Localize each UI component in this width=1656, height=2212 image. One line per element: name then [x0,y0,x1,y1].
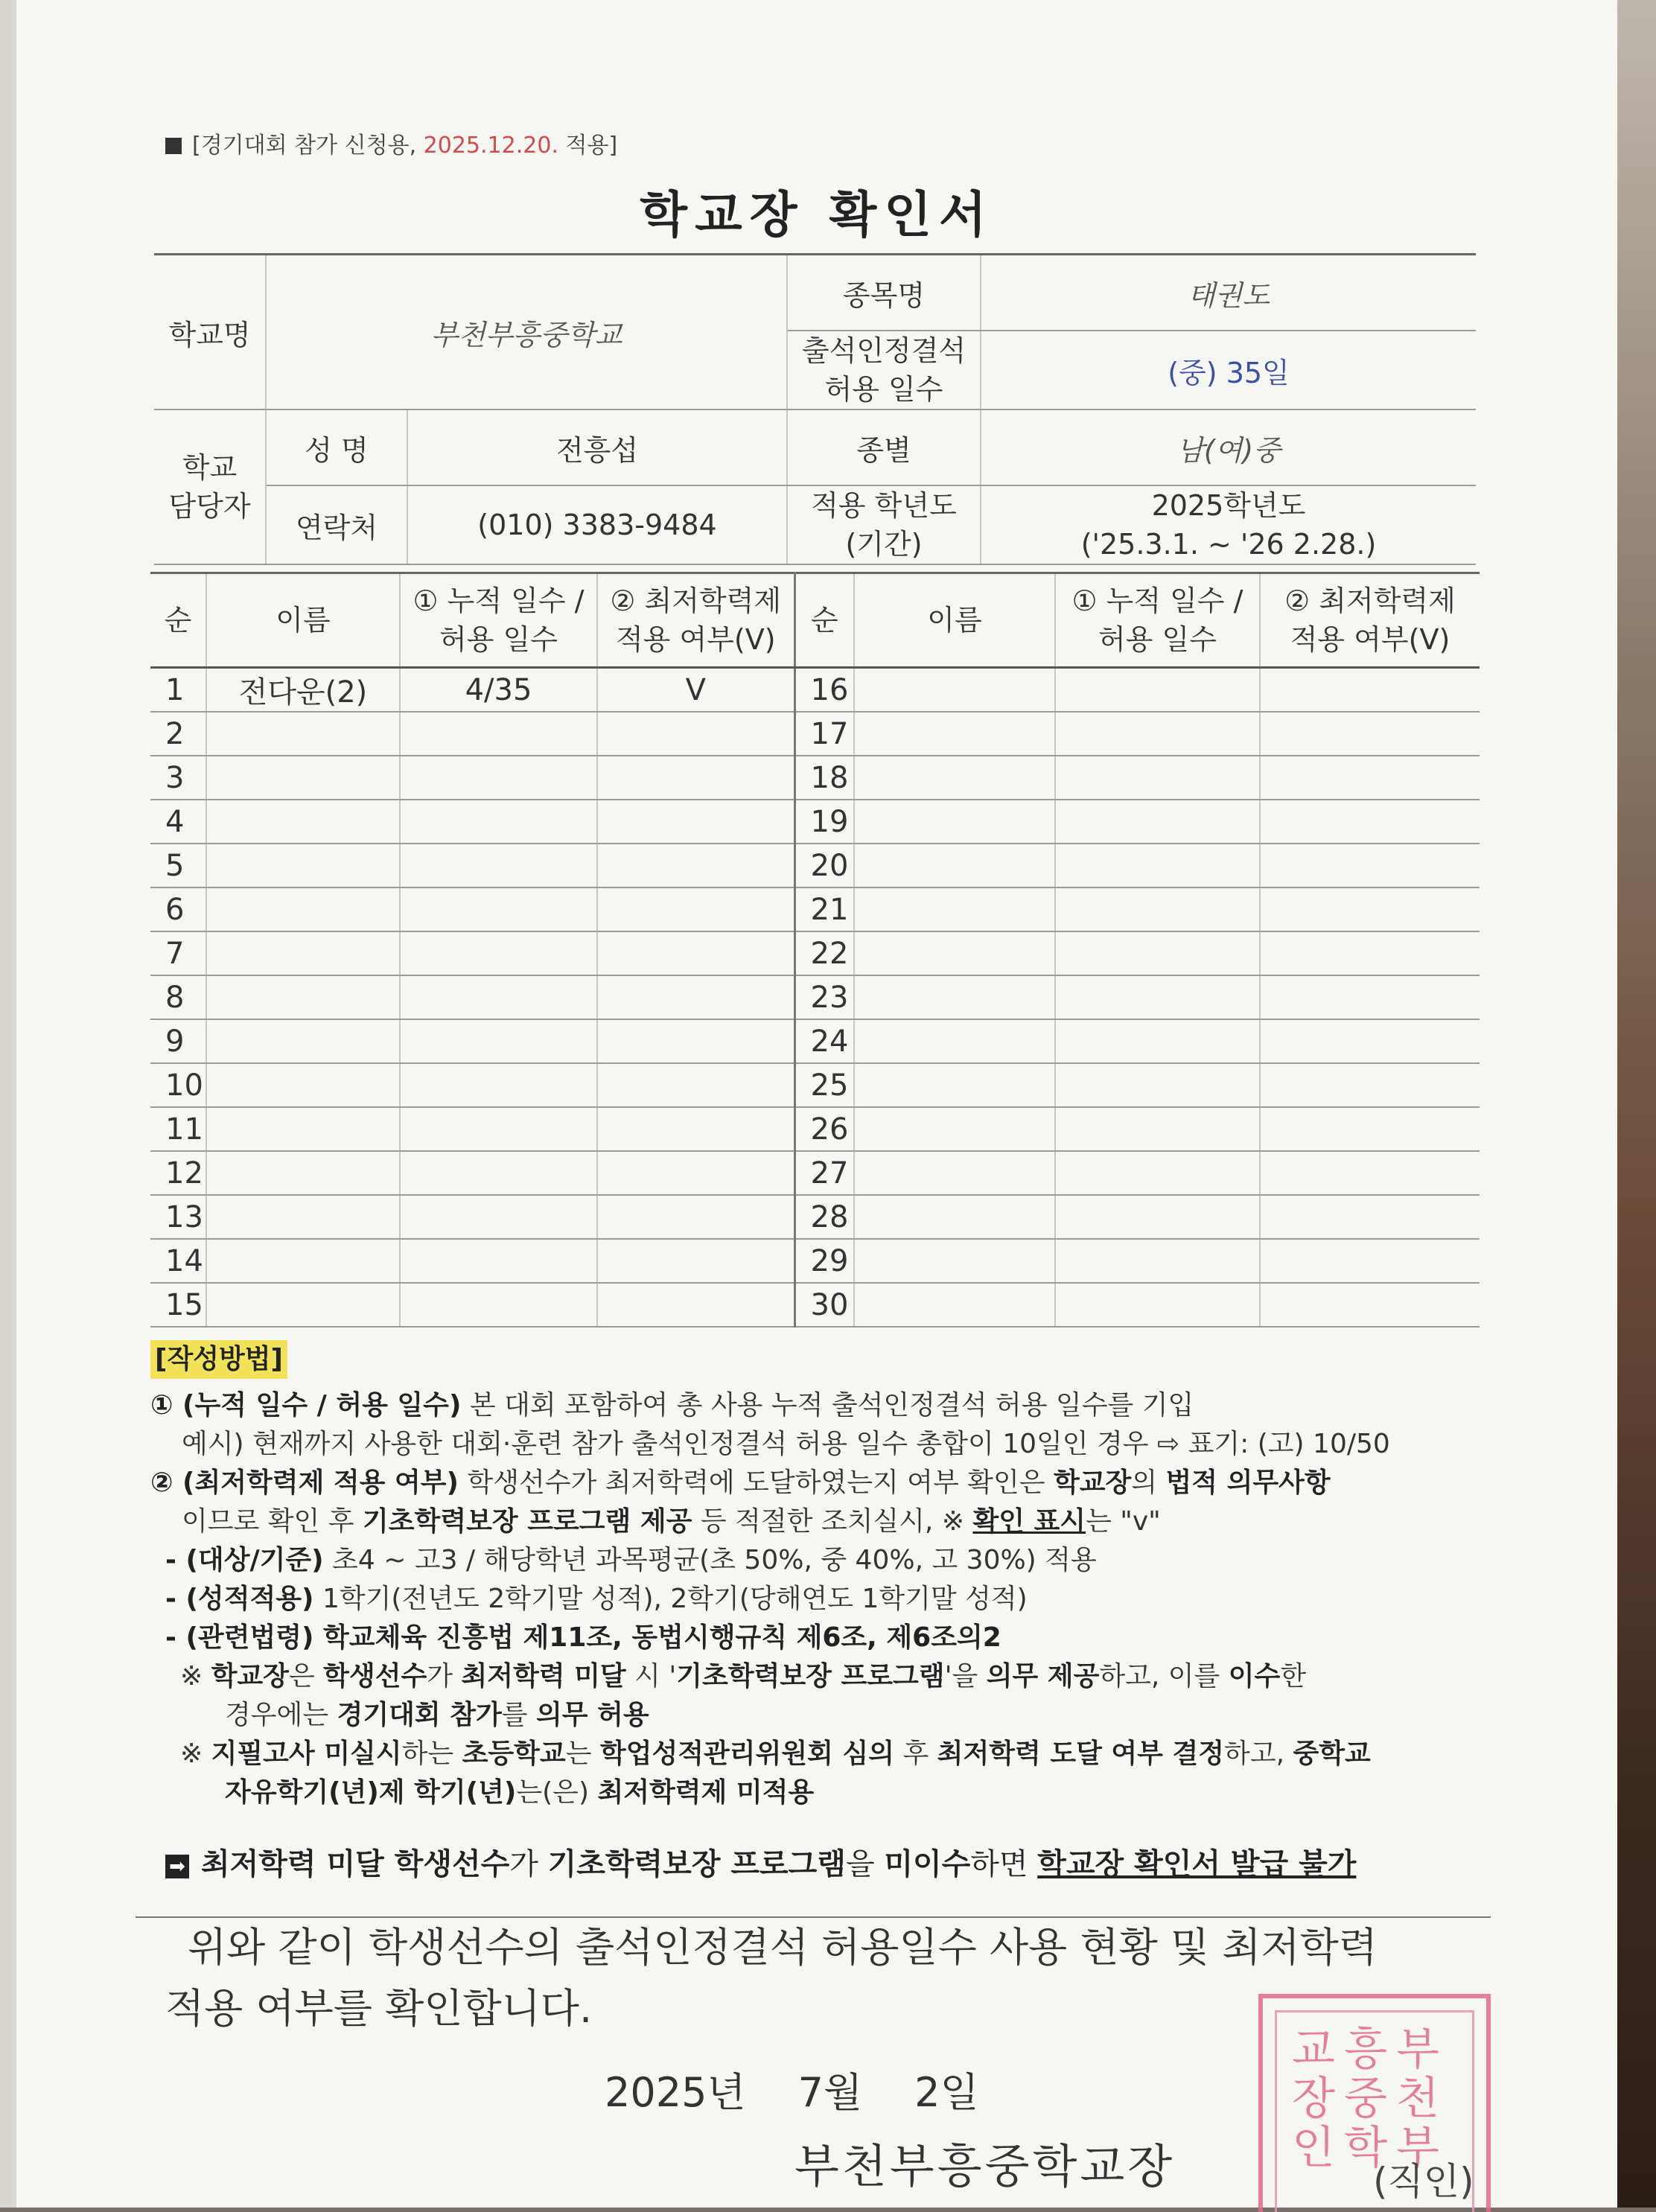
row-name [206,887,400,931]
table-row [150,1107,1480,1151]
row-days [400,800,597,844]
row-name-right [854,1195,1055,1239]
row-seq-right: 29 [794,1239,854,1283]
school-value: 부천부흥중학교 [266,255,787,410]
row-seq-right: 30 [794,1283,854,1327]
instruction-target-text: 초4 ~ 고3 / 해당학년 과목평균(초 50%, 중 40%, 고 30%) 적용 [323,1545,1097,1575]
sport-label: 종목명 [787,255,981,331]
gender-value: 남(여)중 [981,409,1476,485]
header-seq-left: 순 [150,573,206,668]
header-days-left [400,573,597,668]
absence-label [787,331,981,409]
row-seq: 15 [150,1283,206,1327]
instruction-2-cont [150,1502,1491,1541]
row-check [597,1063,794,1107]
instruction-grades-bold: - (성적적용) [165,1584,314,1614]
row-name-right [854,668,1055,713]
name-label: 성 명 [266,409,407,485]
row-seq: 14 [150,1239,206,1283]
year-value-1: 2025학년도 [1151,489,1306,522]
contact-value: (010) 3383-9484 [407,485,787,564]
row-seq-right: 18 [794,756,854,800]
instruction-1 [150,1386,1491,1425]
note1-g: 시 ' [625,1661,677,1692]
row-check [597,975,794,1019]
row-check [597,756,794,800]
row-seq: 4 [150,800,206,844]
notice-b: 가 [509,1847,548,1881]
school-label: 학교명 [154,255,266,410]
document-paper [16,0,1617,2208]
instruction-2-cont-d: 확인 표시 [972,1506,1086,1537]
row-check-right [1260,756,1480,800]
row-days [400,1151,597,1195]
row-check [597,931,794,975]
row-days [400,756,597,800]
row-name-right [854,844,1055,887]
row-seq: 8 [150,975,206,1019]
arrow-box-icon: ➡ [165,1855,189,1878]
absence-label-1: 출석인정결석 [801,334,966,367]
row-seq-right: 27 [794,1151,854,1195]
row-days-right [1055,931,1260,975]
row-name-right [854,1063,1055,1107]
row-seq-right: 25 [794,1063,854,1107]
note1-l: 이수 [1228,1661,1281,1692]
seal-glyph: 부천부흥중학교장인 [1284,2025,1440,2173]
row-check-right [1260,1063,1480,1107]
note1-m: 한 [1280,1661,1307,1692]
table-row [150,887,1480,931]
background-right [1611,0,1656,2208]
row-days [400,1019,597,1063]
row-check [597,712,794,756]
note1-j: 의무 제공 [986,1661,1100,1692]
instruction-target-bold: - (대상/기준) [165,1545,324,1575]
instruction-note-2-cont [150,1773,1491,1812]
notice-d: 을 [845,1847,885,1881]
instruction-2-b3: 법적 의무사항 [1165,1467,1331,1498]
note1-k: 하고, 이를 [1099,1661,1229,1692]
instruction-2 [150,1464,1491,1502]
instruction-1-text: 본 대회 포함하여 총 사용 누적 출석인정결석 허용 일수를 기입 [461,1390,1194,1421]
row-days-right [1055,668,1260,713]
notice-g: 학교장 확인서 발급 불가 [1037,1847,1357,1881]
row-name [206,800,400,844]
note1c-c: 를 [501,1700,536,1730]
manager-label-1: 학교 [182,451,238,484]
row-name-right [854,1151,1055,1195]
instruction-1-bold: ① (누적 일수 / 허용 일수) [150,1390,462,1421]
row-seq-right: 22 [794,931,854,975]
row-seq-right: 17 [794,712,854,756]
page-title: 학교장 확인서 [640,186,994,243]
header-check-right-1: ② 최저학력제 [1284,584,1456,617]
row-check-right [1260,1151,1480,1195]
date-month: 7월 [797,2069,863,2116]
row-seq: 11 [150,1107,206,1151]
note2-b: 지필고사 미실시 [211,1738,402,1769]
note2c-a: 자유학기(년)제 학기(년) [225,1777,517,1808]
absence-value: (중) 35일 [981,331,1476,409]
row-days [400,1283,597,1327]
table-row [150,931,1480,975]
issuance-notice [165,1840,1356,1883]
notice-f: 하면 [970,1847,1038,1881]
row-check [597,844,794,887]
row-seq-right: 26 [794,1107,854,1151]
row-check-right [1260,800,1480,844]
header-days-right-2: 허용 일수 [1098,623,1217,656]
table-row [150,1283,1480,1327]
row-days [400,1239,597,1283]
row-days [400,1195,597,1239]
row-days-right [1055,975,1260,1019]
row-name-right [854,975,1055,1019]
issue-date [605,2061,1031,2118]
note1-i: '을 [944,1661,987,1692]
absence-label-2: 허용 일수 [824,373,943,406]
note2-e: 는 [565,1738,600,1769]
row-name [206,1063,400,1107]
row-days [400,931,597,975]
instruction-2-text: 학생선수가 최저학력에 도달하였는지 여부 확인은 [458,1467,1054,1498]
header-days-left-2: 허용 일수 [439,623,558,656]
note1-f: 최저학력 미달 [461,1661,626,1692]
row-check [597,1107,794,1151]
row-seq-right: 16 [794,668,854,713]
row-name [206,844,400,887]
row-days [400,887,597,931]
row-check [597,1151,794,1195]
gender-label: 종별 [787,409,981,485]
year-label [787,485,981,564]
instruction-note-2 [150,1735,1491,1773]
row-seq: 13 [150,1195,206,1239]
table-row [150,1151,1480,1195]
name-value: 전흥섭 [407,409,787,485]
row-days-right [1055,1239,1260,1283]
row-name [206,1283,400,1327]
table-row [150,668,1480,713]
note2-f: 학업성적관리위원회 심의 [599,1738,894,1769]
instruction-law-text: 학교체육 진흥법 제11조, 동법시행규칙 제6조, 제6조의2 [313,1622,1001,1653]
table-row [150,756,1480,800]
row-days [400,844,597,887]
year-value [981,485,1476,564]
header-name-left: 이름 [206,573,400,668]
row-check-right [1260,1019,1480,1063]
header-days-right [1055,573,1260,668]
table-row [150,1195,1480,1239]
row-seq-right: 21 [794,887,854,931]
year-label-1: 적용 학년도 [811,489,957,522]
year-value-2: ('25.3.1. ~ '26 2.28.) [1080,528,1377,561]
row-days-right [1055,887,1260,931]
row-days [400,1063,597,1107]
row-name [206,712,400,756]
table-row [150,1063,1480,1107]
square-bullet-icon [165,138,182,154]
header-check-left-1: ② 최저학력제 [610,584,782,617]
row-check [597,1239,794,1283]
note1-e: 가 [427,1661,462,1692]
row-seq: 6 [150,887,206,931]
row-seq: 2 [150,712,206,756]
row-seq-right: 20 [794,844,854,887]
row-check-right [1260,887,1480,931]
note1c-d: 의무 허용 [536,1700,649,1730]
table-row [150,975,1480,1019]
seal-note: (직인) [1373,2160,1474,2203]
note1-h: 기초학력보장 프로그램 [676,1661,945,1692]
row-check-right [1260,668,1480,713]
instruction-2-cont-e: 는 "v" [1086,1506,1161,1537]
table-row [150,712,1480,756]
form-usage-note [165,127,617,159]
row-name [206,975,400,1019]
instruction-2-cont-a: 이므로 확인 후 [182,1506,363,1537]
row-name [206,931,400,975]
row-days-right [1055,1195,1260,1239]
row-seq-right: 24 [794,1019,854,1063]
note2c-b: 는(은) [516,1777,598,1808]
row-name-right [854,887,1055,931]
manager-label-2: 담당자 [168,490,251,523]
row-seq: 1 [150,668,206,713]
row-check-right [1260,931,1480,975]
instruction-law [150,1619,1491,1657]
note2-i: 하고, [1224,1738,1293,1769]
row-seq: 3 [150,756,206,800]
header-check-right [1260,573,1480,668]
row-seq-right: 28 [794,1195,854,1239]
row-check [597,1195,794,1239]
instruction-2-cont-b: 기초학력보장 프로그램 제공 [363,1506,692,1537]
note2-j: 중학교 [1293,1738,1371,1769]
row-name: 전다운(2) [206,668,400,713]
row-check [597,1283,794,1327]
date-year: 2025년 [605,2069,746,2116]
student-list-table [150,572,1480,1327]
row-check-right [1260,844,1480,887]
row-days-right [1055,1283,1260,1327]
date-day: 2일 [914,2069,979,2116]
instruction-law-bold: - (관련법령) [165,1622,314,1653]
header-name-right: 이름 [854,573,1055,668]
instruction-2-bold: ② (최저학력제 적용 여부) [150,1467,459,1498]
table-row [150,844,1480,887]
table-row [150,1019,1480,1063]
row-days [400,1107,597,1151]
instructions [150,1340,1491,1812]
note1-d: 학생선수 [323,1661,427,1692]
instruction-note-1 [150,1657,1491,1696]
note1-a: ※ [180,1661,211,1692]
row-seq: 10 [150,1063,206,1107]
table-row [150,800,1480,844]
row-name [206,1239,400,1283]
notice-e: 미이수 [884,1847,971,1881]
note2-h: 최저학력 도달 여부 결정 [937,1738,1225,1769]
row-check-right [1260,712,1480,756]
note1c-b: 경기대회 참가 [337,1700,502,1730]
contact-label: 연락처 [266,485,407,564]
row-check: V [597,668,794,713]
row-check-right [1260,1107,1480,1151]
row-name-right [854,800,1055,844]
header-check-right-2: 적용 여부(V) [1290,623,1450,656]
row-name-right [854,1283,1055,1327]
row-name-right [854,931,1055,975]
row-days-right [1055,1107,1260,1151]
confirmation-line-2: 적용 여부를 확인합니다. [165,1985,593,2032]
note2-g: 후 [894,1738,937,1769]
row-check [597,800,794,844]
usage-date: 2025.12.20. [423,133,558,159]
row-seq: 5 [150,844,206,887]
instruction-grades [150,1580,1491,1619]
confirmation-line-1: 위와 같이 학생선수의 출석인정결석 허용일수 사용 현황 및 최저학력 [188,1924,1378,1971]
row-name-right [854,712,1055,756]
row-days-right [1055,712,1260,756]
note2c-c: 최저학력제 미적용 [597,1777,815,1808]
row-name [206,1151,400,1195]
instruction-2-m: 의 [1131,1467,1166,1498]
instruction-target [150,1541,1491,1580]
instructions-tag: [작성방법] [150,1340,287,1379]
instruction-2-b2: 학교장 [1053,1467,1132,1498]
row-check [597,887,794,931]
row-seq-right: 19 [794,800,854,844]
notice-c: 기초학력보장 프로그램 [547,1847,846,1881]
row-days-right [1055,1063,1260,1107]
row-check-right [1260,1239,1480,1283]
row-check [597,1019,794,1063]
row-name [206,1195,400,1239]
header-check-left-2: 적용 여부(V) [615,623,776,656]
row-days [400,712,597,756]
note2-a: ※ [180,1738,211,1769]
row-seq: 7 [150,931,206,975]
row-seq: 9 [150,1019,206,1063]
usage-prefix: [경기대회 참가 신청용, [192,133,424,159]
header-seq-right: 순 [794,573,854,668]
row-days [400,975,597,1019]
principal-signature: 부천부흥중학교장 [794,2139,1176,2193]
notice-a: 최저학력 미달 학생선수 [201,1847,510,1881]
row-seq: 12 [150,1151,206,1195]
row-days-right [1055,844,1260,887]
student-list-body [150,668,1480,1327]
header-days-right-1: ① 누적 일수 / [1071,584,1243,617]
note2-c: 하는 [401,1738,462,1769]
instruction-note-1-cont [150,1696,1491,1735]
row-days-right [1055,1019,1260,1063]
year-label-2: (기간) [845,528,923,561]
row-name-right [854,1107,1055,1151]
instruction-example: 예시) 현재까지 사용한 대회·훈련 참가 출석인정결석 허용 일수 총합이 10일인 경우 ⇨ 표기: (고) 10/50 [182,1429,1390,1459]
table-row [150,1239,1480,1283]
row-days-right [1055,756,1260,800]
row-check-right [1260,1195,1480,1239]
header-check-left [597,573,794,668]
row-name [206,756,400,800]
row-seq-right: 23 [794,975,854,1019]
header-days-left-1: ① 누적 일수 / [413,584,585,617]
row-name-right [854,1239,1055,1283]
row-name [206,1107,400,1151]
row-name-right [854,756,1055,800]
note1c-a: 경우에는 [225,1700,337,1730]
row-check-right [1260,1283,1480,1327]
usage-suffix: 적용] [558,133,618,159]
row-days-right [1055,1151,1260,1195]
row-days-right [1055,800,1260,844]
info-table [154,253,1476,565]
row-name [206,1019,400,1063]
row-name-right [854,1019,1055,1063]
row-check-right [1260,975,1480,1019]
manager-label [154,409,266,564]
row-days: 4/35 [400,668,597,713]
sport-value: 태권도 [981,255,1476,331]
note1-c: 은 [288,1661,324,1692]
instruction-2-cont-c: 등 적절한 조치실시, ※ [692,1506,973,1537]
instruction-grades-text: 1학기(전년도 2학기말 성적), 2학기(당해연도 1학기말 성적) [313,1584,1028,1614]
note2-d: 초등학교 [462,1738,566,1769]
note1-b: 학교장 [211,1661,289,1692]
